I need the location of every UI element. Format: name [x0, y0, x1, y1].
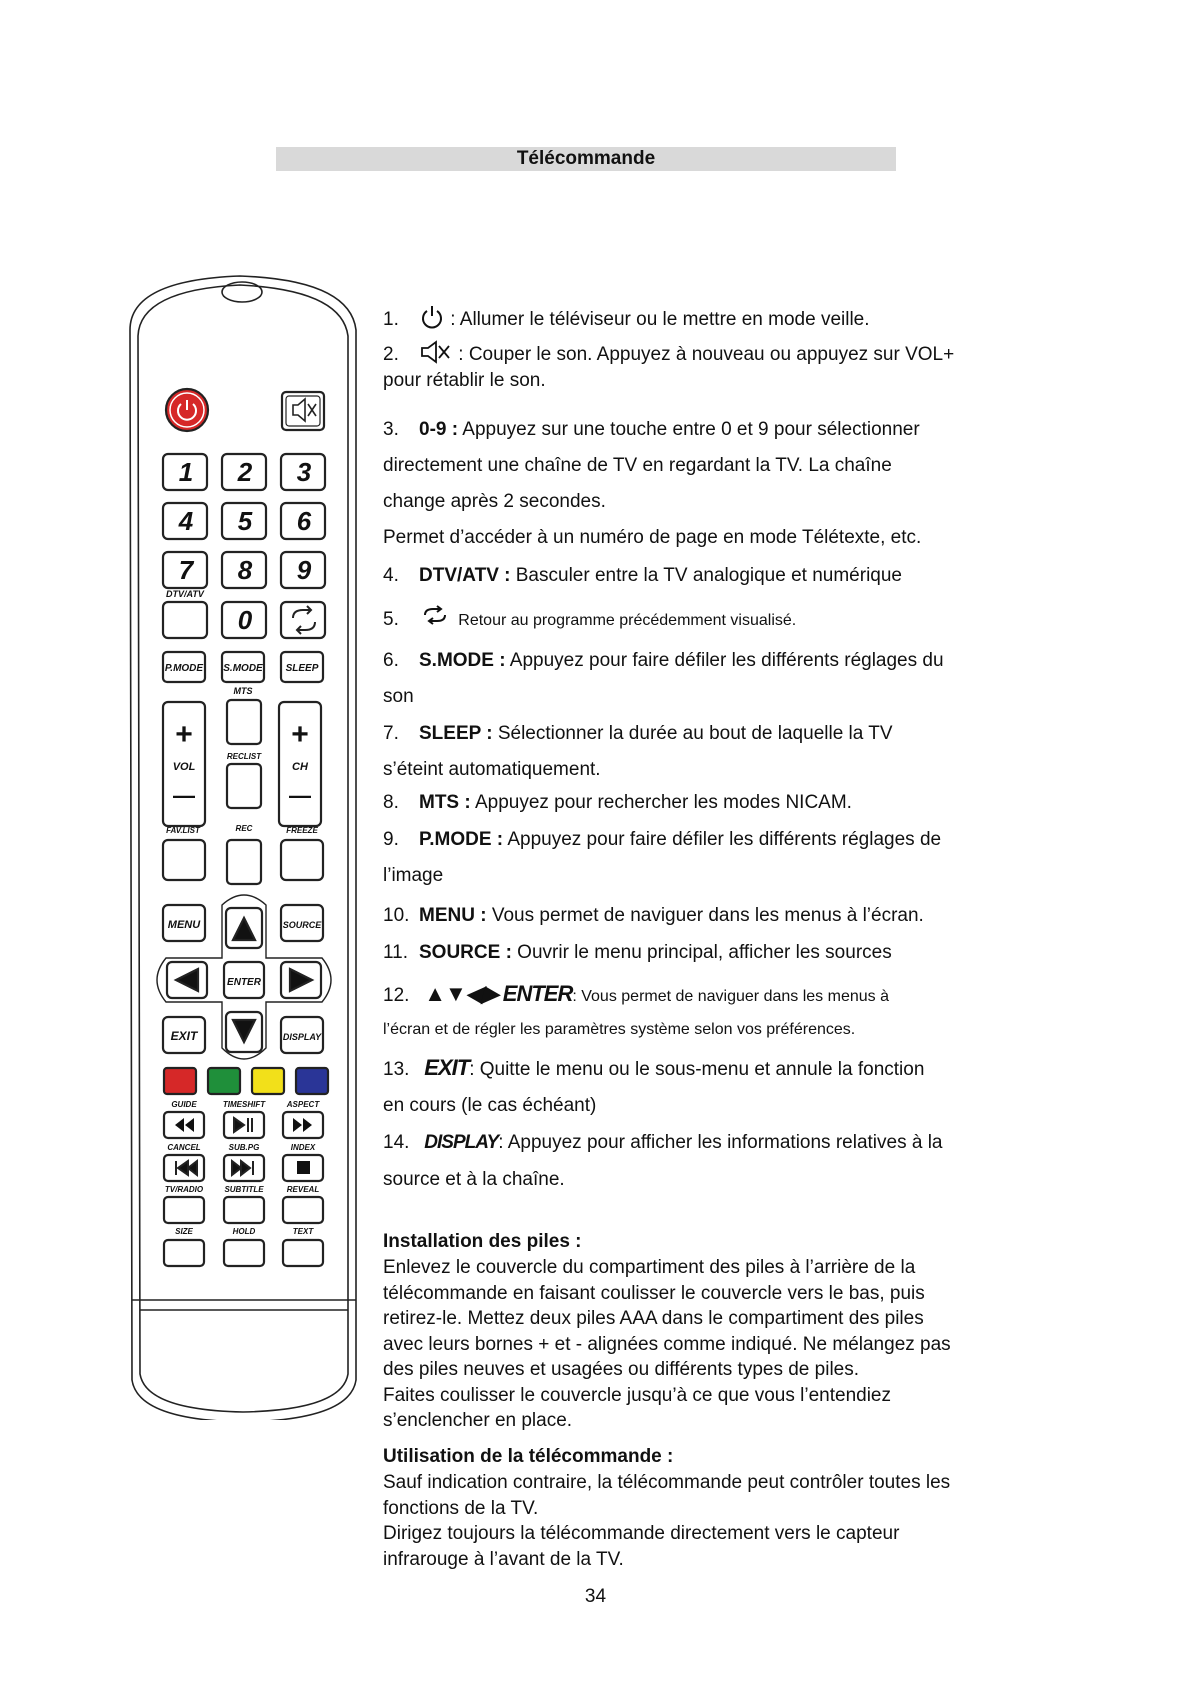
batteries-line: télécommande en faisant coulisser le couvercle vers le bas, puis	[383, 1282, 925, 1304]
key-4-label: 4	[178, 506, 194, 536]
subtitle-label: SUBTITLE	[224, 1185, 264, 1194]
size-label: SIZE	[175, 1227, 193, 1236]
batteries-line: Faites coulisser le couvercle jusqu’à ce que vous l’entendiez	[383, 1384, 891, 1406]
vol-plus-label: +	[175, 718, 193, 751]
display-label: DISPLAY	[282, 1032, 322, 1042]
instruction-num: 4.	[383, 565, 399, 586]
instruction-key: 0-9 :	[419, 419, 459, 440]
key-5-label: 5	[237, 506, 253, 536]
instruction-7	[383, 716, 1003, 788]
instruction-12	[383, 978, 1003, 1046]
ch-plus-label: +	[291, 718, 309, 751]
size-button[interactable]	[164, 1240, 204, 1266]
reclist-label: RECLIST	[226, 752, 262, 761]
red-key[interactable]	[164, 1068, 196, 1094]
smode-label: S.MODE	[223, 663, 263, 674]
instruction-continuation: pour rétablir le son.	[383, 370, 546, 391]
guide-label: GUIDE	[171, 1100, 197, 1109]
usage-line: infrarouge à l’avant de la TV.	[383, 1548, 624, 1570]
instruction-key: ▲▼◀▶ ENTER	[424, 981, 573, 1006]
pmode-label: P.MODE	[164, 663, 204, 674]
reveal-button[interactable]	[283, 1197, 323, 1223]
batteries-paragraph	[383, 1255, 993, 1434]
batteries-title: Installation des piles :	[383, 1231, 582, 1252]
text-label: TEXT	[292, 1227, 314, 1236]
instruction-text: Appuyez sur une touche entre 0 et 9 pour sélectionner	[458, 419, 920, 440]
dtvatv-label: DTV/ATV	[166, 589, 204, 599]
instruction-text: : Appuyez pour afficher les informations relatives à la	[498, 1132, 943, 1153]
key-9-label: 9	[296, 555, 312, 585]
key-8-label: 8	[237, 555, 253, 585]
yellow-key[interactable]	[252, 1068, 284, 1094]
instruction-text: : Vous permet de naviguer dans les menus à	[572, 988, 889, 1005]
instruction-4	[383, 563, 1003, 589]
instruction-num: 2.	[383, 344, 399, 365]
instruction-8	[383, 790, 1003, 816]
usage-line: fonctions de la TV.	[383, 1497, 539, 1519]
hold-button[interactable]	[224, 1240, 264, 1266]
reclist-button[interactable]	[227, 764, 261, 808]
instruction-text: : Allumer le téléviseur ou le mettre en mode veille.	[445, 309, 870, 330]
batteries-line: avec leurs bornes + et - alignées comme indiqué. Ne mélangez pas	[383, 1333, 951, 1355]
instruction-continuation: l’image	[383, 865, 444, 886]
instruction-key: EXIT	[424, 1055, 470, 1080]
instruction-key: MTS :	[419, 792, 471, 813]
instruction-num: 7.	[383, 723, 399, 744]
rec-label: REC	[235, 824, 253, 833]
vol-minus-label: —	[173, 783, 195, 808]
tvradio-button[interactable]	[164, 1197, 204, 1223]
instruction-key: SLEEP :	[419, 723, 493, 744]
freeze-label: FREEZE	[286, 826, 318, 835]
instruction-key: DTV/ATV :	[419, 565, 511, 586]
key-0-label: 0	[237, 605, 253, 635]
aspect-label: ASPECT	[286, 1100, 320, 1109]
instruction-num: 6.	[383, 650, 399, 671]
instruction-key: SOURCE :	[419, 942, 512, 963]
text-button[interactable]	[283, 1240, 323, 1266]
instruction-5	[383, 605, 1003, 634]
instruction-key: S.MODE :	[419, 650, 506, 671]
favlist-button[interactable]	[163, 840, 205, 880]
instruction-key: DISPLAY	[424, 1132, 499, 1153]
favlist-label: FAV.LIST	[166, 826, 200, 835]
instruction-text: Sélectionner la durée au bout de laquelle la TV	[492, 723, 893, 744]
instruction-continuation: change après 2 secondes.	[383, 491, 606, 512]
source-label: SOURCE	[282, 920, 322, 930]
instruction-num: 9.	[383, 829, 399, 850]
dtvatv-button[interactable]	[163, 602, 207, 638]
batteries-line: s’enclencher en place.	[383, 1410, 573, 1431]
instruction-continuation: son	[383, 686, 414, 707]
key-6-label: 6	[296, 506, 312, 536]
instruction-text: Vous permet de naviguer dans les menus à l’écran.	[486, 905, 924, 926]
ch-label: CH	[292, 761, 308, 773]
ch-minus-label: —	[289, 783, 311, 808]
timeshift-label: TIMESHIFT	[222, 1100, 266, 1109]
hold-label: HOLD	[232, 1227, 256, 1236]
mts-label: MTS	[233, 686, 253, 696]
instruction-text: : Quitte le menu ou le sous-menu et annule la fonction	[469, 1059, 925, 1080]
instruction-text: Appuyez pour faire défiler les différents réglages du	[505, 650, 944, 671]
instruction-num: 3.	[383, 419, 399, 440]
menu-label: MENU	[167, 919, 201, 931]
key-7-label: 7	[178, 555, 194, 585]
mts-button[interactable]	[227, 700, 261, 744]
instruction-text: Basculer entre la TV analogique et numérique	[510, 565, 902, 586]
instruction-3	[383, 412, 1003, 556]
instruction-text: Appuyez pour faire défiler les différents réglages de	[503, 829, 942, 850]
instruction-continuation: Permet d’accéder à un numéro de page en mode Télétexte, etc.	[383, 527, 922, 548]
instruction-num: 8.	[383, 792, 399, 813]
usage-line: Dirigez toujours la télécommande directement vers le capteur	[383, 1523, 900, 1544]
instruction-num: 1.	[383, 309, 399, 330]
key-1-label: 1	[178, 457, 194, 487]
exit-label: EXIT	[170, 1029, 198, 1043]
subtitle-button[interactable]	[224, 1197, 264, 1223]
instruction-6	[383, 643, 1003, 715]
recall-icon	[419, 605, 453, 625]
key-2-label: 2	[237, 457, 253, 487]
instruction-13	[383, 1050, 1003, 1124]
instruction-11	[383, 940, 1003, 966]
usage-title: Utilisation de la télécommande :	[383, 1446, 674, 1467]
recall-button[interactable]	[281, 602, 325, 638]
page-title: Télécommande	[276, 147, 896, 171]
instruction-num: 12.	[383, 985, 410, 1006]
instruction-num: 5.	[383, 609, 399, 630]
rec-button[interactable]	[227, 840, 261, 884]
key-3-label: 3	[296, 457, 312, 487]
instruction-num: 10.	[383, 905, 410, 926]
remote-illustration	[0, 0, 370, 1420]
instruction-9	[383, 822, 1003, 894]
index-label: INDEX	[290, 1143, 316, 1152]
blue-key[interactable]	[296, 1068, 328, 1094]
instruction-key: P.MODE :	[419, 829, 504, 850]
instruction-text: Retour au programme précédemment visualisé.	[458, 612, 797, 629]
instruction-continuation: l’écran et de régler les paramètres système selon vos préférences.	[383, 1021, 856, 1038]
instruction-num: 13.	[383, 1059, 410, 1080]
instruction-14	[383, 1124, 1003, 1198]
green-key[interactable]	[208, 1068, 240, 1094]
usage-paragraph	[383, 1470, 993, 1572]
mute-icon	[419, 340, 453, 364]
instruction-2	[383, 340, 1003, 394]
instruction-continuation: directement une chaîne de TV en regardant la TV. La chaîne	[383, 455, 892, 476]
instruction-num: 11.	[383, 942, 409, 963]
stop-icon	[297, 1161, 310, 1174]
instruction-key: MENU :	[419, 905, 487, 926]
power-icon	[419, 303, 445, 329]
subpg-label: SUB.PG	[228, 1143, 260, 1152]
instruction-continuation: source et à la chaîne.	[383, 1169, 565, 1190]
batteries-line: Enlevez le couvercle du compartiment des piles à l’arrière de la	[383, 1257, 916, 1278]
batteries-line: retirez-le. Mettez deux piles AAA dans le compartiment des piles	[383, 1308, 924, 1329]
instruction-text: Ouvrir le menu principal, afficher les sources	[511, 942, 892, 963]
page-number: 34	[584, 1586, 607, 1607]
freeze-button[interactable]	[281, 840, 323, 880]
instruction-continuation: s’éteint automatiquement.	[383, 759, 601, 780]
sleep-label: SLEEP	[285, 663, 319, 674]
instruction-num: 14.	[383, 1132, 410, 1153]
instruction-1	[383, 303, 1003, 333]
enter-label: ENTER	[227, 977, 261, 988]
mute-button[interactable]	[282, 392, 324, 430]
vol-label: VOL	[172, 761, 196, 773]
instruction-text: Appuyez pour rechercher les modes NICAM.	[470, 792, 852, 813]
batteries-line: des piles neuves et usagées ou différents types de piles.	[383, 1359, 860, 1380]
instruction-text: : Couper le son. Appuyez à nouveau ou appuyez sur VOL+	[453, 344, 955, 365]
usage-line: Sauf indication contraire, la télécommande peut contrôler toutes les	[383, 1472, 951, 1493]
instruction-continuation: en cours (le cas échéant)	[383, 1095, 597, 1116]
tvradio-label: TV/RADIO	[164, 1185, 204, 1194]
instruction-10	[383, 903, 1003, 929]
cancel-label: CANCEL	[167, 1143, 201, 1152]
reveal-label: REVEAL	[286, 1185, 320, 1194]
